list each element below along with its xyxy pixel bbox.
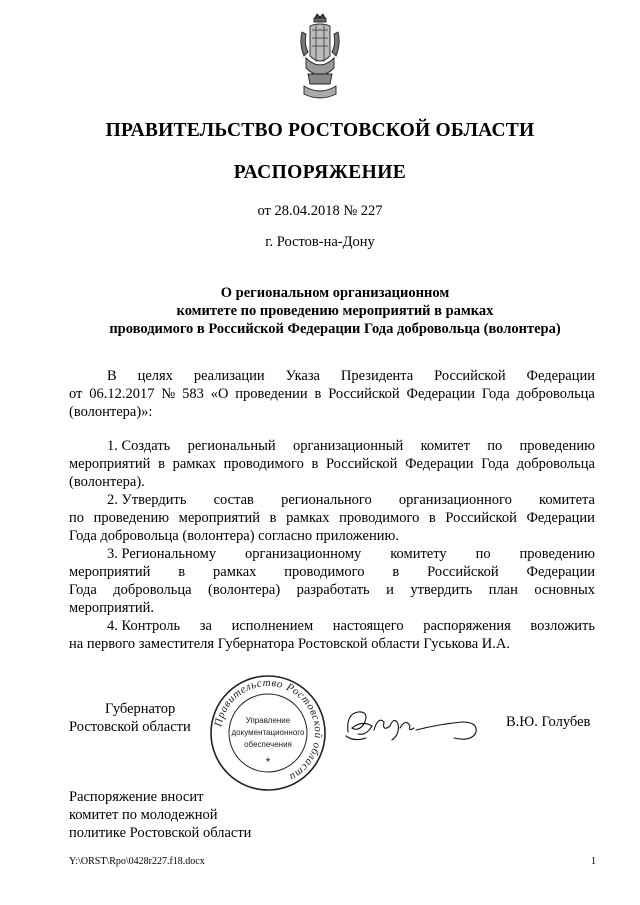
justified-line — [69, 437, 595, 455]
word: Года — [481, 456, 509, 472]
word: по — [487, 438, 503, 454]
government-title: ПРАВИТЕЛЬСТВО РОСТОВСКОЙ ОБЛАСТИ — [105, 120, 535, 141]
justified-line — [69, 455, 595, 473]
signer-name: В.Ю. Голубев — [506, 714, 591, 730]
footer-file-path: Y:\ORST\Rpo\0428r227.f18.docx — [69, 856, 205, 867]
word: утвердить — [410, 582, 473, 598]
signer-position — [69, 700, 191, 736]
word: 4. Контроль — [107, 618, 181, 634]
official-stamp — [209, 674, 327, 792]
word: по — [69, 510, 85, 526]
text-line: (волонтера). — [69, 474, 145, 490]
word: проведению — [519, 438, 595, 454]
word: проводимого — [284, 564, 365, 580]
word: основных — [534, 582, 595, 598]
word: Указа — [285, 368, 320, 384]
word: комитет — [420, 438, 470, 454]
word: № — [161, 386, 176, 402]
word: Президента — [340, 368, 414, 384]
position-line: Губернатор — [105, 701, 176, 717]
word: в — [392, 564, 400, 580]
word: проведении — [235, 386, 308, 402]
justified-line — [69, 509, 595, 527]
word: рамках — [213, 564, 257, 580]
word: Федерации — [405, 456, 474, 472]
paragraph-2 — [69, 491, 595, 545]
word: комитета — [539, 492, 595, 508]
word: рамках — [172, 456, 216, 472]
word: реализации — [193, 368, 265, 384]
word: проводимого — [223, 456, 304, 472]
word: по — [475, 546, 491, 562]
handwritten-signature — [344, 702, 484, 746]
word: комитету — [390, 546, 447, 562]
paragraph-4 — [69, 617, 595, 653]
word: «О — [210, 386, 229, 402]
justified-line — [69, 367, 595, 385]
word: Федерации — [406, 386, 476, 402]
word: в — [311, 456, 319, 472]
justified-line — [69, 563, 595, 581]
coat-of-arms-emblem — [296, 12, 344, 102]
word: Федерации — [526, 510, 595, 526]
page-number: 1 — [591, 856, 596, 867]
word: Российской — [434, 368, 506, 384]
document-city: г. Ростов-на-Дону — [265, 234, 375, 250]
position-line: Ростовской области — [69, 719, 191, 735]
word: в — [428, 510, 436, 526]
document-date-number: от 28.04.2018 № 227 — [257, 203, 383, 219]
word: мероприятий — [178, 510, 261, 526]
subject-line: проводимого в Российской Федерации Года добровольца (волонтера) — [109, 321, 561, 337]
word: исполнением — [231, 618, 314, 634]
text-line: мероприятий. — [69, 600, 155, 616]
justified-line — [69, 617, 595, 635]
word: Федерации — [526, 368, 595, 384]
word: за — [199, 618, 212, 634]
word: возложить — [530, 618, 595, 634]
word: регионального — [281, 492, 372, 508]
word: 2. Утвердить — [107, 492, 187, 508]
word: добровольца — [516, 386, 595, 402]
word: мероприятий — [69, 564, 151, 580]
word: организационному — [245, 546, 362, 562]
word: проведению — [93, 510, 170, 526]
word: Российской — [445, 510, 517, 526]
word: в — [269, 510, 277, 526]
submitted-line: Распоряжение вносит — [69, 789, 204, 805]
word: в — [158, 456, 165, 472]
word: Российской — [427, 564, 499, 580]
text-line: на первого заместителя Губернатора Ростовской области Гуськова И.А. — [69, 636, 510, 652]
word: Федерации — [526, 564, 595, 580]
word: и — [386, 582, 394, 598]
word: мероприятий — [69, 456, 151, 472]
word: 1. Создать — [107, 438, 171, 454]
justified-line — [69, 545, 595, 563]
word: региональный — [187, 438, 276, 454]
justified-line — [69, 581, 595, 599]
word: рамках — [286, 510, 330, 526]
document-subject — [60, 284, 610, 338]
stamp-ring-text: Правительство Ростовской области — [212, 676, 325, 784]
subject-line: комитете по проведению мероприятий в рамках — [176, 303, 494, 319]
word: (волонтера) — [208, 582, 281, 598]
submitted-line: политике Ростовской области — [69, 825, 252, 841]
word: в — [178, 564, 186, 580]
word: Года — [481, 386, 510, 402]
justified-line — [69, 491, 595, 509]
preamble — [69, 367, 595, 421]
word: добровольца — [113, 582, 192, 598]
stamp-center-line: обеспечения — [244, 740, 292, 749]
word: в — [314, 386, 322, 402]
word: организационного — [398, 492, 512, 508]
word: план — [488, 582, 518, 598]
word: проведению — [519, 546, 595, 562]
word: распоряжения — [423, 618, 511, 634]
word: от — [69, 386, 83, 402]
text-line: Года добровольца (волонтера) согласно приложению. — [69, 528, 399, 544]
word: настоящего — [332, 618, 404, 634]
submitted-line: комитет по молодежной — [69, 807, 218, 823]
word: 06.12.2017 — [89, 386, 155, 402]
justified-line — [69, 385, 595, 403]
word: 583 — [182, 386, 204, 402]
stamp-star: * — [265, 755, 271, 769]
word: целях — [137, 368, 173, 384]
word: Года — [69, 582, 97, 598]
paragraph-1 — [69, 437, 595, 491]
word: В — [107, 368, 117, 384]
document-type: РАСПОРЯЖЕНИЕ — [233, 162, 407, 183]
word: 3. Региональному — [107, 546, 217, 562]
subject-line: О региональном организационном — [220, 285, 450, 301]
word: организационный — [292, 438, 404, 454]
word: состав — [213, 492, 254, 508]
text-line: (волонтера)»: — [69, 404, 153, 420]
word: разработать — [296, 582, 370, 598]
submitted-by — [69, 788, 251, 842]
word: Российской — [328, 386, 400, 402]
word: добровольца — [516, 456, 595, 472]
word: проводимого — [339, 510, 420, 526]
paragraph-3 — [69, 545, 595, 617]
stamp-center-line: документационного — [231, 728, 305, 737]
word: Российской — [325, 456, 398, 472]
stamp-center-line: Управление — [245, 716, 291, 725]
